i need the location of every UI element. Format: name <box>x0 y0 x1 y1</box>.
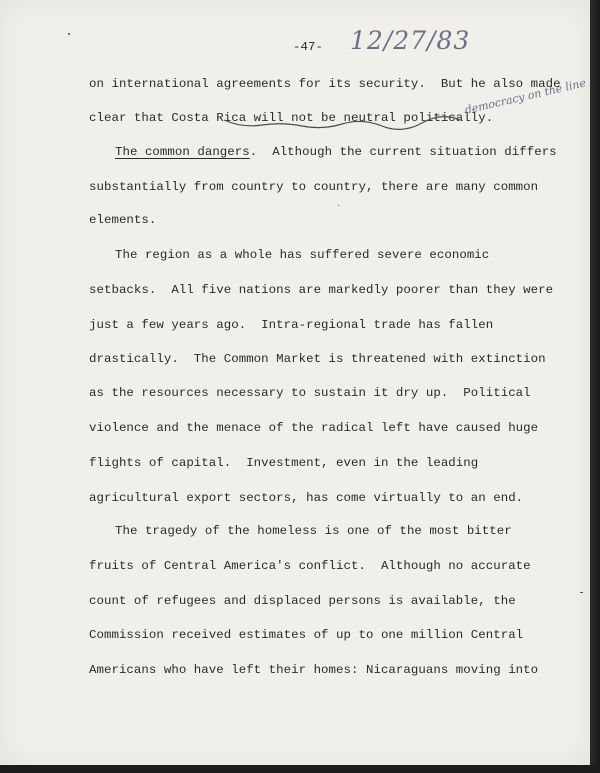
handwritten-date: 12/27/83 <box>350 26 471 55</box>
text-line-5: elements. <box>89 213 157 227</box>
page-number: -47- <box>293 40 323 54</box>
text-line-8: just a few years ago. Intra-regional trade has fallen <box>89 318 494 332</box>
text-line-13: agricultural export sectors, has come virtually to an end. <box>89 491 524 505</box>
text-line-9: drastically. The Common Market is threatened with extinction <box>89 352 546 366</box>
handwritten-underline <box>222 114 462 130</box>
text-line-3 <box>115 145 557 159</box>
text-line-3-rest: . Although the current situation differs <box>249 145 557 159</box>
text-line-15: fruits of Central America's conflict. Although no accurate <box>89 559 531 573</box>
scan-edge-bottom <box>0 765 600 773</box>
scan-edge-right <box>590 0 600 773</box>
heading-common-dangers: The common dangers <box>115 145 250 159</box>
text-line-17: Commission received estimates of up to one million Central <box>89 628 524 642</box>
text-line-18: Americans who have left their homes: Nicaraguans moving into <box>89 663 539 677</box>
text-line-2: clear that Costa Rica will not be neutral politically. <box>89 111 494 125</box>
speck-mark <box>580 592 583 593</box>
text-line-4: substantially from country to country, there are many common <box>89 180 539 194</box>
handwritten-margin-note: democracy on the line <box>463 76 588 117</box>
text-line-6: The region as a whole has suffered severe economic <box>115 248 490 262</box>
speck-mark <box>338 205 339 206</box>
text-line-12: flights of capital. Investment, even in the leading <box>89 456 479 470</box>
text-line-7: setbacks. All five nations are markedly poorer than they were <box>89 283 554 297</box>
speck-mark <box>68 33 70 35</box>
text-line-1: on international agreements for its security. But he also made <box>89 77 561 91</box>
text-line-14: The tragedy of the homeless is one of the most bitter <box>115 524 512 538</box>
text-line-10: as the resources necessary to sustain it dry up. Political <box>89 386 531 400</box>
text-line-11: violence and the menace of the radical left have caused huge <box>89 421 539 435</box>
text-line-16: count of refugees and displaced persons is available, the <box>89 594 516 608</box>
